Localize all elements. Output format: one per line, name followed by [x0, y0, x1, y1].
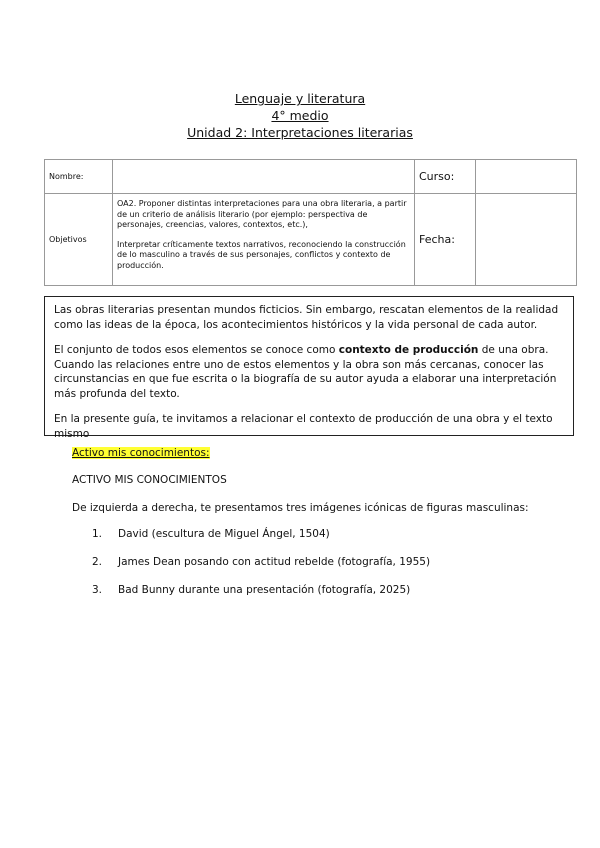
list-number: 2.: [92, 556, 103, 568]
nombre-label: Nombre:: [45, 160, 113, 194]
activity-instruction: De izquierda a derecha, te presentamos tres imágenes icónicas de figuras masculinas:: [72, 502, 529, 514]
activity-heading: [72, 447, 210, 459]
fecha-label: Fecha:: [415, 194, 476, 286]
intro-paragraph-3: En la presente guía, te invitamos a relacionar el contexto de producción de una obra y el texto mismo: [54, 413, 553, 440]
subject-title: Lenguaje y literatura: [234, 91, 366, 106]
activity-caps-title: ACTIVO MIS CONOCIMIENTOS: [72, 474, 227, 486]
image-list: [92, 528, 430, 612]
fecha-field[interactable]: [476, 194, 577, 286]
list-item: [92, 528, 430, 556]
objetivos-text: [113, 194, 415, 286]
nombre-field[interactable]: [113, 160, 415, 194]
curso-label: Curso:: [415, 160, 476, 194]
list-item: [92, 556, 430, 584]
list-text: David (escultura de Miguel Ángel, 1504): [118, 528, 330, 540]
intro-p2-start: El conjunto de todos esos elementos se conoce como: [54, 344, 339, 356]
list-text: Bad Bunny durante una presentación (fotografía, 2025): [118, 584, 411, 596]
activity-highlight-title: Activo mis conocimientos:: [72, 447, 210, 459]
document-title: [0, 90, 600, 141]
intro-paragraph-2: [54, 343, 564, 401]
objetivo-2: Interpretar críticamente textos narrativos, reconociendo la construcción de lo masculino a través de sus personajes, conflictos y contexto de producción.: [117, 239, 406, 270]
grade-title: 4° medio: [271, 108, 329, 123]
list-number: 3.: [92, 584, 103, 596]
list-item: [92, 584, 430, 612]
list-number: 1.: [92, 528, 103, 540]
objetivo-1: OA2. Proponer distintas interpretaciones para una obra literaria, a partir de un criterio de análisis literario (por ejemplo: perspectiva de personajes, creencias, valores, contextos, etc.),: [117, 199, 407, 229]
unit-title: Unidad 2: Interpretaciones literarias: [187, 125, 413, 140]
curso-field[interactable]: [476, 160, 577, 194]
intro-paragraph-1: Las obras literarias presentan mundos ficticios. Sin embargo, rescatan elementos de la realidad como las ideas de la época, los acontecimientos históricos y la vida personal de cada autor.: [54, 304, 559, 331]
objetivos-label: Objetivos: [45, 194, 113, 286]
intro-p2-end: de una obra. Cuando las relaciones entre uno de estos elementos y la obra son más cercanas, conocer las circunstancias en que fue escrita o la biografía de su autor ayuda a elaborar una interpretación más profunda del texto.: [54, 344, 557, 400]
list-text: James Dean posando con actitud rebelde (fotografía, 1955): [118, 556, 431, 568]
intro-box: [44, 296, 574, 440]
contexto-term: contexto de producción: [338, 344, 479, 356]
student-info-table: [44, 159, 577, 286]
